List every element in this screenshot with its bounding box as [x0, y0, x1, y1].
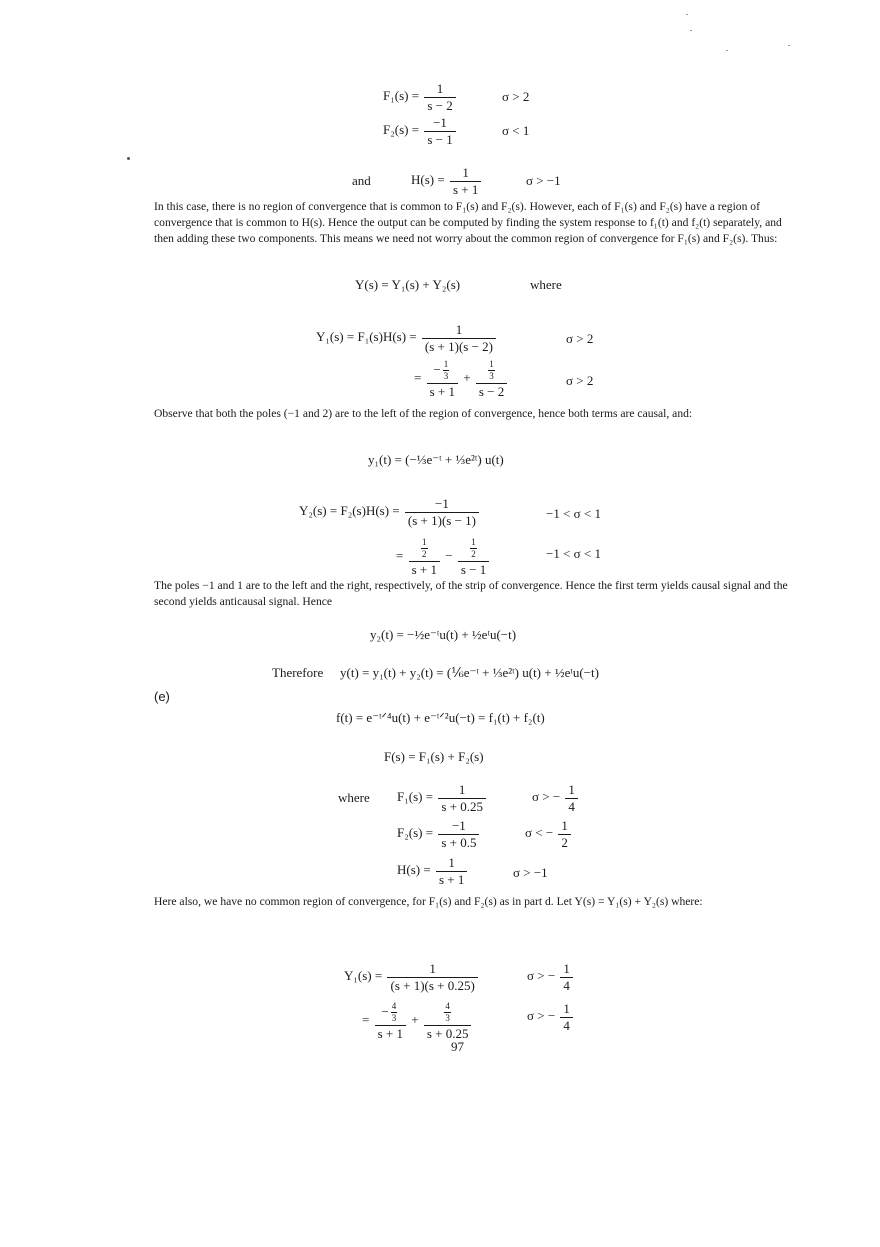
fraction: $\frac{1}{(s + 1)(s + 0.25)}$	[387, 962, 477, 992]
eq-lhs: Y₁(s) =	[344, 968, 383, 984]
roc-F1-e: σ > − $\frac{1}{4}$	[532, 783, 580, 813]
part-label-e: (e)	[154, 689, 170, 704]
fraction: $\frac{1}{s + 0.25}$	[438, 783, 486, 813]
fraction: $\frac{\frac{4}{3}}{s + 0.25}$	[424, 1002, 472, 1041]
eq-y1-time: y₁(t) = (−⅓e⁻ᵗ + ⅓e²ᵗ) u(t)	[368, 452, 504, 467]
fraction: $\frac{-1}{s + 0.5}$	[438, 819, 479, 849]
scan-speck	[788, 45, 790, 46]
paragraph-no-common-region: Here also, we have no common region of convergence, for F₁(s) and F₂(s) as in part d. Let Y(s) = Y₁(s) + Y₂(s) where:	[154, 895, 703, 908]
fraction: $\frac{\frac{1}{2}}{s - 1}$	[458, 538, 489, 577]
eq-Y1-e-partial: = − $\frac{4}{3}$ s + 1 + $\frac{\frac{4}{3}}{s + 0.25}$	[362, 1002, 473, 1041]
roc-F2-d: σ < 1	[502, 123, 530, 138]
eq-F1-e	[397, 783, 488, 813]
roc-Y1-e: σ > − $\frac{1}{4}$	[527, 962, 575, 992]
eq-y-total: y(t) = y₁(t) + y₂(t) = (⅙e⁻ᵗ + ⅓e²ᵗ) u(t) + ½eᵗu(−t)	[340, 665, 599, 680]
fraction: $\frac{-1}{(s + 1)(s - 1)}$	[405, 497, 479, 527]
eq-Y1-d-partial: = − $\frac{1}{3}$ s + 1 + $\frac{\frac{1}{3}}{s - 2}$	[414, 360, 509, 399]
roc-F1-d: σ > 2	[502, 89, 530, 104]
fraction: $\frac{1}{s - 2}$	[424, 82, 455, 112]
eq-F2-e	[397, 819, 481, 849]
scan-speck	[686, 14, 688, 15]
fraction: $\frac{1}{4}$	[560, 962, 573, 992]
page-number: 97	[451, 1039, 464, 1054]
paragraph-strip-of-convergence: The poles −1 and 1 are to the left and the right, respectively, of the strip of convergence. Hence the first term yields causal signal and the second yields anticausal signal. Hence	[154, 579, 788, 609]
eq-Y1-d	[316, 323, 498, 353]
fraction: $\frac{1}{(s + 1)(s - 2)}$	[422, 323, 496, 353]
fraction: $\frac{\frac{1}{3}}{s - 2}$	[476, 360, 507, 399]
roc-Y2-d-partial: −1 < σ < 1	[546, 546, 602, 561]
scan-speck	[690, 30, 692, 31]
eq-lhs: F₂(s) =	[397, 825, 434, 841]
scan-speck	[726, 50, 728, 51]
eq-Y2-d	[299, 497, 481, 527]
fraction: $\frac{1}{s + 1}$	[450, 166, 481, 196]
eq-F-sum: F(s) = F₁(s) + F₂(s)	[384, 749, 484, 764]
eq-lhs: Y₂(s) = F₂(s)H(s) =	[299, 503, 400, 519]
paragraph-poles-causal: Observe that both the poles (−1 and 2) are to the left of the region of convergence, hence both terms are causal, and:	[154, 407, 693, 420]
margin-dot	[127, 157, 130, 160]
roc-Y2-d: −1 < σ < 1	[546, 506, 602, 521]
eq-lhs: Y₁(s) = F₁(s)H(s) =	[316, 329, 417, 345]
word-therefore: Therefore	[272, 665, 324, 680]
eq-F1-d	[383, 82, 458, 112]
fraction: $\frac{\frac{1}{2}}{s + 1}$	[409, 538, 440, 577]
eq-F2-d	[383, 116, 458, 146]
paragraph-region-of-convergence: In this case, there is no region of convergence that is common to F₁(s) and F₂(s). However, each of F₁(s) and F₂(s) have a region of convergence that is common to H(s). Hence the output can be computed by finding the system response to f₁(t) and f₂(t) separately, and then adding these two components. This means we need not worry about the common region of convergence for F₁(s) and F₂(s). Thus:	[154, 200, 782, 246]
eq-lhs: H(s) =	[411, 172, 445, 188]
word-where-e: where	[338, 790, 370, 805]
roc-Y1-d: σ > 2	[566, 331, 594, 346]
roc-H-d: σ > −1	[526, 173, 561, 188]
eq-Y1-e	[344, 962, 480, 992]
eq-H-d	[411, 166, 483, 196]
roc-Y1-e-partial: σ > − $\frac{1}{4}$	[527, 1002, 575, 1032]
fraction: $\frac{1}{s + 1}$	[436, 856, 467, 886]
fraction: − $\frac{4}{3}$ s + 1	[375, 1002, 406, 1041]
eq-lhs: F₁(s) =	[383, 88, 420, 104]
eq-Y2-d-partial: = $\frac{\frac{1}{2}}{s + 1}$ − $\frac{\frac{1}{2}}{s - 1}$	[396, 538, 491, 577]
fraction: $\frac{1}{4}$	[565, 783, 578, 813]
eq-f-e: f(t) = e⁻ᵗᐟ⁴u(t) + e⁻ᵗᐟ²u(−t) = f₁(t) + f₂(t)	[336, 710, 545, 725]
word-where: where	[530, 277, 562, 292]
eq-lhs: H(s) =	[397, 862, 431, 878]
roc-H-e: σ > −1	[513, 865, 548, 880]
word-and: and	[352, 173, 371, 188]
fraction: $\frac{1}{2}$	[558, 819, 571, 849]
eq-H-e	[397, 856, 469, 886]
eq-y2-time: y₂(t) = −½e⁻ᵗu(t) + ½eᵗu(−t)	[370, 627, 517, 642]
fraction: $\frac{-1}{s - 1}$	[424, 116, 455, 146]
fraction: $\frac{1}{4}$	[560, 1002, 573, 1032]
fraction: − $\frac{1}{3}$ s + 1	[427, 360, 458, 399]
roc-F2-e: σ < − $\frac{1}{2}$	[525, 819, 573, 849]
roc-Y1-d-partial: σ > 2	[566, 373, 594, 388]
eq-lhs: F₂(s) =	[383, 122, 420, 138]
eq-Y-sum: Y(s) = Y₁(s) + Y₂(s)	[355, 277, 461, 292]
eq-lhs: F₁(s) =	[397, 789, 434, 805]
